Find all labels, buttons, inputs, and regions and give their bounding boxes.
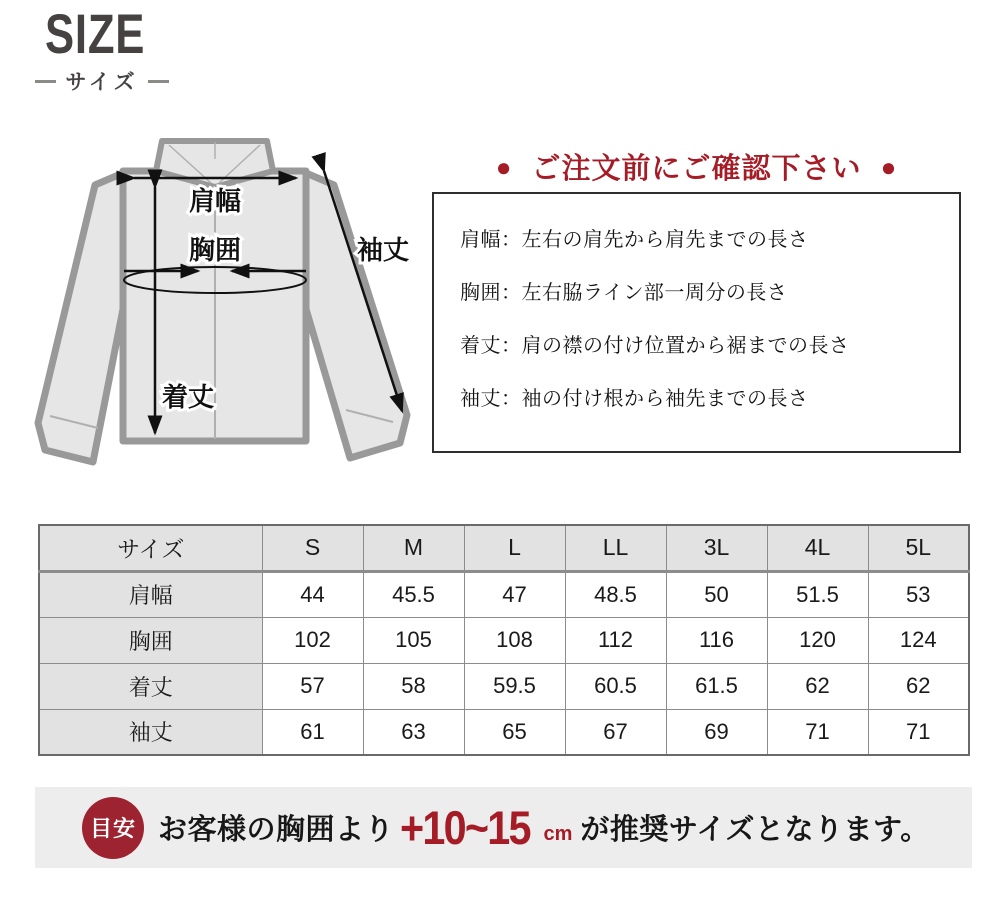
- size-value: 48.5: [565, 571, 666, 617]
- size-value: 116: [666, 617, 767, 663]
- size-value: 71: [868, 709, 969, 755]
- size-value: 124: [868, 617, 969, 663]
- table-row-sleeve: [39, 709, 969, 755]
- guideline-badge: 目安: [82, 797, 144, 859]
- notice-item-sleeve: 袖丈：袖の付け根から袖先までの長さ: [460, 388, 809, 410]
- notice-item-chest: 胸囲：左右脇ライン部一周分の長さ: [460, 282, 788, 304]
- size-value: 53: [868, 571, 969, 617]
- recommendation-value: +10~15: [400, 800, 530, 854]
- size-table-header-row: [39, 525, 969, 571]
- notice-item-shoulder: 肩幅：左右の肩先から肩先までの長さ: [460, 229, 809, 251]
- size-subtitle: サイズ: [65, 71, 139, 94]
- notice-title-text: ご注文前にご確認下さい: [531, 153, 862, 185]
- recommendation-text-before: お客様の胸囲より: [158, 813, 395, 846]
- size-value: 112: [565, 617, 666, 663]
- sleeve-length-label: 袖丈: [356, 235, 410, 265]
- size-value: 57: [262, 663, 363, 709]
- row-label: 胸囲: [39, 617, 262, 663]
- size-value: 65: [464, 709, 565, 755]
- size-section-header: [22, 2, 182, 96]
- recommendation-text-after: が推奨サイズとなります。: [580, 813, 930, 846]
- bullet-icon: ●: [495, 152, 513, 182]
- size-value: 105: [363, 617, 464, 663]
- table-row-length: [39, 663, 969, 709]
- size-value: 71: [767, 709, 868, 755]
- header-cell-ll: LL: [565, 525, 666, 571]
- size-value: 47: [464, 571, 565, 617]
- size-value: 51.5: [767, 571, 868, 617]
- notice-box: [432, 192, 961, 453]
- size-value: 120: [767, 617, 868, 663]
- notice-item-length: 着丈：肩の襟の付け位置から裾までの長さ: [460, 335, 850, 357]
- recommendation-unit: cm: [543, 823, 573, 846]
- recommendation-bar: [35, 787, 972, 868]
- table-row-shoulder: [39, 571, 969, 617]
- table-row-chest: [39, 617, 969, 663]
- recommendation-text: [158, 800, 930, 854]
- size-value: 58: [363, 663, 464, 709]
- size-title: SIZE: [45, 2, 146, 65]
- header-cell-size: サイズ: [39, 525, 262, 571]
- row-label: 袖丈: [39, 709, 262, 755]
- chest-label: 胸囲: [188, 235, 242, 265]
- header-cell-3l: 3L: [666, 525, 767, 571]
- jacket-left-sleeve: [38, 173, 123, 462]
- size-table: [38, 524, 970, 756]
- size-value: 102: [262, 617, 363, 663]
- shoulder-width-label: 肩幅: [188, 186, 242, 216]
- size-subtitle-row: [22, 66, 182, 96]
- size-value: 60.5: [565, 663, 666, 709]
- subtitle-dash-left: [35, 80, 56, 83]
- size-value: 61: [262, 709, 363, 755]
- size-value: 69: [666, 709, 767, 755]
- recommendation-highlight: [400, 800, 574, 854]
- size-value: 62: [868, 663, 969, 709]
- subtitle-dash-right: [148, 80, 169, 83]
- size-value: 67: [565, 709, 666, 755]
- size-value: 45.5: [363, 571, 464, 617]
- row-label: 着丈: [39, 663, 262, 709]
- size-value: 61.5: [666, 663, 767, 709]
- size-value: 63: [363, 709, 464, 755]
- header-cell-5l: 5L: [868, 525, 969, 571]
- size-value: 44: [262, 571, 363, 617]
- jacket-measurement-diagram: [25, 133, 425, 468]
- header-cell-l: L: [464, 525, 565, 571]
- jacket-right-sleeve: [306, 173, 410, 458]
- header-cell-m: M: [363, 525, 464, 571]
- header-cell-4l: 4L: [767, 525, 868, 571]
- body-length-label: 着丈: [161, 382, 215, 412]
- size-value: 62: [767, 663, 868, 709]
- jacket-diagram-svg: [25, 133, 425, 468]
- size-value: 108: [464, 617, 565, 663]
- notice-title: [432, 146, 961, 187]
- size-value: 59.5: [464, 663, 565, 709]
- row-label: 肩幅: [39, 571, 262, 617]
- size-value: 50: [666, 571, 767, 617]
- header-cell-s: S: [262, 525, 363, 571]
- bullet-icon: ●: [880, 152, 898, 182]
